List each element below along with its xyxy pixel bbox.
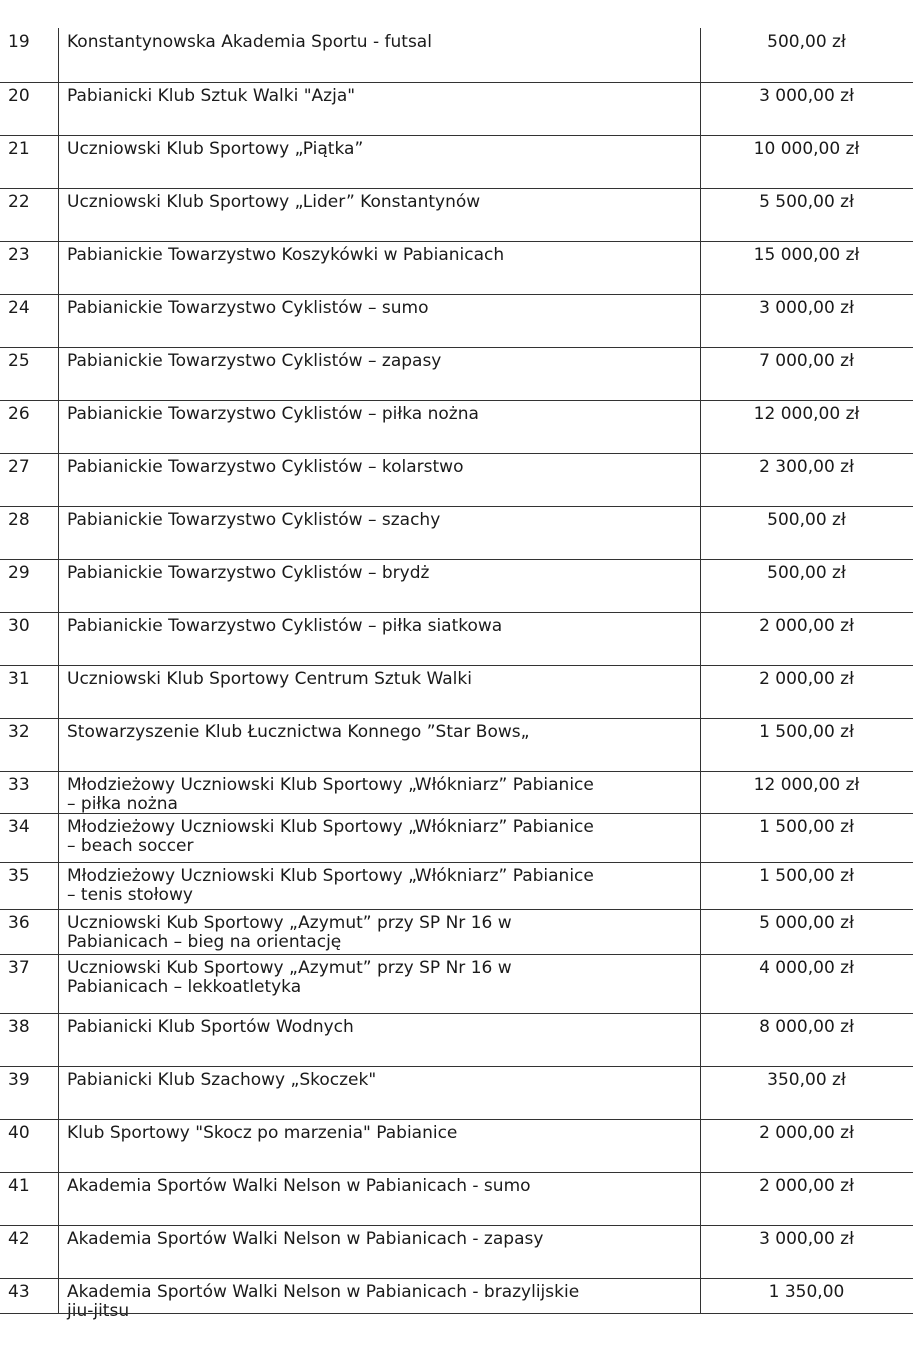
row-number: 31	[8, 669, 30, 689]
grant-amount: 5 500,00 zł	[759, 192, 854, 212]
row-number: 34	[8, 817, 30, 837]
club-name: Pabianicach – bieg na orientację	[67, 932, 342, 952]
club-name: jiu-jitsu	[67, 1301, 130, 1321]
club-name: Pabianicki Klub Szachowy „Skoczek"	[67, 1070, 377, 1090]
row-number: 25	[8, 351, 30, 371]
club-name: Akademia Sportów Walki Nelson w Pabianicach - zapasy	[67, 1229, 544, 1249]
grant-amount: 350,00 zł	[767, 1070, 846, 1090]
row-number: 41	[8, 1176, 30, 1196]
row-divider	[0, 135, 913, 136]
row-number: 33	[8, 775, 30, 795]
club-name: Akademia Sportów Walki Nelson w Pabianicach - sumo	[67, 1176, 531, 1196]
club-name: Akademia Sportów Walki Nelson w Pabianicach - brazylijskie	[67, 1282, 580, 1302]
row-number: 42	[8, 1229, 30, 1249]
grant-amount: 3 000,00 zł	[759, 86, 854, 106]
club-name: Konstantynowska Akademia Sportu - futsal	[67, 32, 432, 52]
grant-amount: 5 000,00 zł	[759, 913, 854, 933]
grant-amount: 2 000,00 zł	[759, 669, 854, 689]
table-bottom-border	[0, 1313, 913, 1314]
grant-amount: 12 000,00 zł	[753, 775, 860, 795]
row-divider	[0, 1066, 913, 1067]
grant-amount: 7 000,00 zł	[759, 351, 854, 371]
row-divider	[0, 718, 913, 719]
row-divider	[0, 347, 913, 348]
row-divider	[0, 453, 913, 454]
row-number: 39	[8, 1070, 30, 1090]
row-divider	[0, 188, 913, 189]
row-number: 24	[8, 298, 30, 318]
club-name: Uczniowski Kub Sportowy „Azymut” przy SP Nr 16 w	[67, 913, 512, 933]
grant-amount: 12 000,00 zł	[753, 404, 860, 424]
row-divider	[0, 1013, 913, 1014]
grant-amount: 15 000,00 zł	[753, 245, 860, 265]
column-divider-number	[58, 28, 59, 1313]
row-number: 37	[8, 958, 30, 978]
row-number: 20	[8, 86, 30, 106]
grant-amount: 500,00 zł	[767, 32, 846, 52]
club-name: Pabianickie Towarzystwo Cyklistów – piłka siatkowa	[67, 616, 503, 636]
row-divider	[0, 506, 913, 507]
grant-amount: 2 300,00 zł	[759, 457, 854, 477]
row-divider	[0, 771, 913, 772]
row-number: 29	[8, 563, 30, 583]
club-name: Młodzieżowy Uczniowski Klub Sportowy „Włókniarz” Pabianice	[67, 775, 594, 795]
club-name: Pabianickie Towarzystwo Koszykówki w Pabianicach	[67, 245, 505, 265]
grant-amount: 10 000,00 zł	[753, 139, 860, 159]
row-number: 23	[8, 245, 30, 265]
row-number: 32	[8, 722, 30, 742]
grant-amount: 3 000,00 zł	[759, 1229, 854, 1249]
row-number: 36	[8, 913, 30, 933]
row-number: 28	[8, 510, 30, 530]
grant-amount: 2 000,00 zł	[759, 1123, 854, 1143]
row-divider	[0, 400, 913, 401]
grant-amount: 8 000,00 zł	[759, 1017, 854, 1037]
row-number: 38	[8, 1017, 30, 1037]
row-number: 26	[8, 404, 30, 424]
club-name: Uczniowski Klub Sportowy Centrum Sztuk Walki	[67, 669, 472, 689]
grant-amount: 1 500,00 zł	[759, 866, 854, 886]
row-divider	[0, 1225, 913, 1226]
row-number: 30	[8, 616, 30, 636]
grant-amount: 1 500,00 zł	[759, 817, 854, 837]
club-name: Pabianickie Towarzystwo Cyklistów – piłka nożna	[67, 404, 479, 424]
row-divider	[0, 813, 913, 814]
row-number: 21	[8, 139, 30, 159]
club-name: – tenis stołowy	[67, 885, 193, 905]
club-name: Stowarzyszenie Klub Łucznictwa Konnego ”Star Bows„	[67, 722, 530, 742]
club-name: – beach soccer	[67, 836, 194, 856]
row-divider	[0, 862, 913, 863]
row-divider	[0, 559, 913, 560]
row-divider	[0, 1119, 913, 1120]
club-name: Pabianicki Klub Sztuk Walki "Azja"	[67, 86, 356, 106]
club-name: Pabianickie Towarzystwo Cyklistów – sumo	[67, 298, 429, 318]
row-number: 19	[8, 32, 30, 52]
club-name: Pabianickie Towarzystwo Cyklistów – zapasy	[67, 351, 442, 371]
grant-amount: 2 000,00 zł	[759, 1176, 854, 1196]
grant-amount: 2 000,00 zł	[759, 616, 854, 636]
row-number: 22	[8, 192, 30, 212]
club-name: Pabianicach – lekkoatletyka	[67, 977, 302, 997]
row-divider	[0, 1278, 913, 1279]
club-name: – piłka nożna	[67, 794, 178, 814]
row-divider	[0, 82, 913, 83]
club-name: Uczniowski Kub Sportowy „Azymut” przy SP Nr 16 w	[67, 958, 512, 978]
club-name: Młodzieżowy Uczniowski Klub Sportowy „Włókniarz” Pabianice	[67, 866, 594, 886]
club-name: Pabianickie Towarzystwo Cyklistów – brydż	[67, 563, 430, 583]
row-divider	[0, 612, 913, 613]
row-divider	[0, 1172, 913, 1173]
grant-amount: 500,00 zł	[767, 510, 846, 530]
club-name: Uczniowski Klub Sportowy „Piątka”	[67, 139, 364, 159]
club-name: Młodzieżowy Uczniowski Klub Sportowy „Włókniarz” Pabianice	[67, 817, 594, 837]
row-number: 27	[8, 457, 30, 477]
row-divider	[0, 665, 913, 666]
club-name: Pabianicki Klub Sportów Wodnych	[67, 1017, 354, 1037]
grant-amount: 500,00 zł	[767, 563, 846, 583]
row-divider	[0, 954, 913, 955]
grant-amount: 1 500,00 zł	[759, 722, 854, 742]
club-name: Pabianickie Towarzystwo Cyklistów – szachy	[67, 510, 441, 530]
row-number: 35	[8, 866, 30, 886]
club-name: Uczniowski Klub Sportowy „Lider” Konstantynów	[67, 192, 481, 212]
grant-amount: 1 350,00	[768, 1282, 845, 1302]
grant-amount: 3 000,00 zł	[759, 298, 854, 318]
club-name: Klub Sportowy "Skocz po marzenia" Pabianice	[67, 1123, 458, 1143]
row-divider	[0, 909, 913, 910]
club-name: Pabianickie Towarzystwo Cyklistów – kolarstwo	[67, 457, 464, 477]
row-divider	[0, 241, 913, 242]
row-number: 43	[8, 1282, 30, 1302]
row-number: 40	[8, 1123, 30, 1143]
row-divider	[0, 294, 913, 295]
grant-amount: 4 000,00 zł	[759, 958, 854, 978]
